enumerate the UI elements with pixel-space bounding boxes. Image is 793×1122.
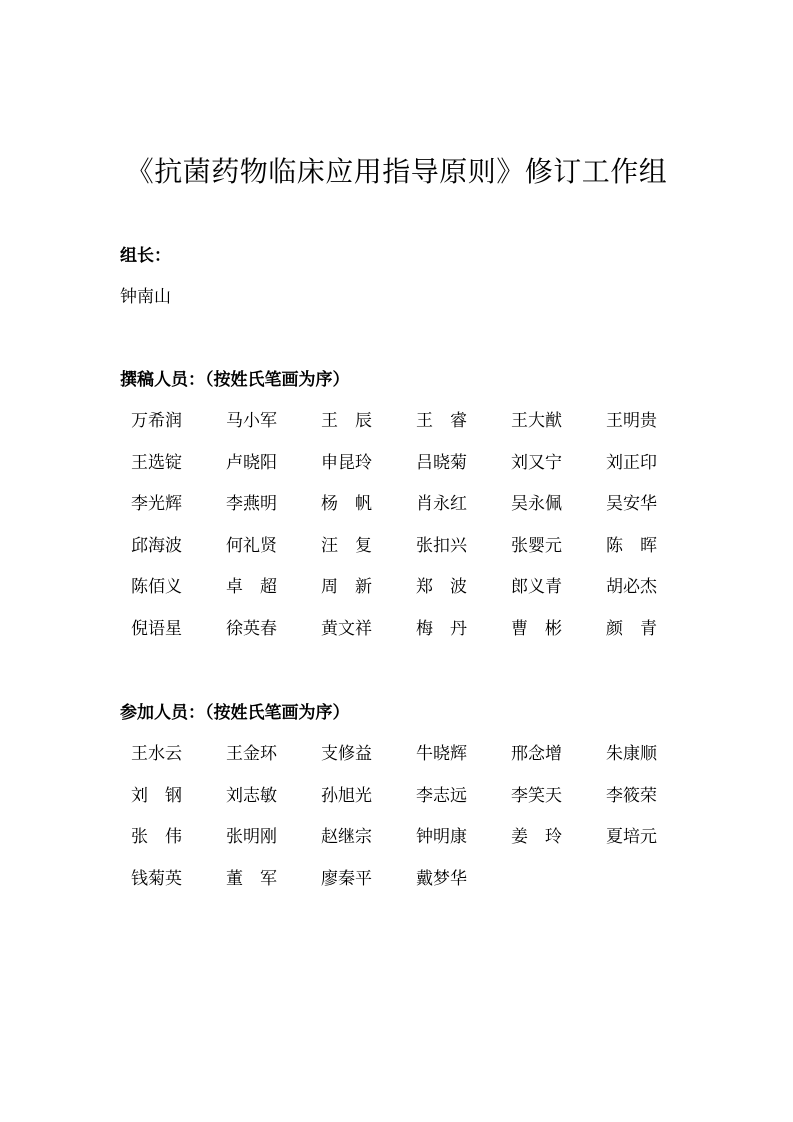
person-name: 张扣兴 <box>416 535 467 556</box>
person-name: 李燕明 <box>226 494 277 515</box>
person-name: 赵继宗 <box>321 827 372 848</box>
person-name: 钟明康 <box>416 827 467 848</box>
person-name: 张婴元 <box>511 535 562 556</box>
person-name: 李笑天 <box>511 785 562 806</box>
person-name: 郎义青 <box>511 577 562 598</box>
person-name: 吴永佩 <box>511 494 562 515</box>
person-name: 倪语星 <box>131 618 182 639</box>
person-name: 吕晓菊 <box>416 452 467 473</box>
leader-heading: 组长： <box>120 246 171 266</box>
person-name: 王大猷 <box>511 411 562 431</box>
person-name: 钱菊英 <box>131 868 182 889</box>
person-name: 邱海波 <box>131 535 182 556</box>
person-name: 牛晓辉 <box>416 744 467 764</box>
person-name: 王 睿 <box>416 411 467 431</box>
person-name: 肖永红 <box>416 494 467 515</box>
person-name: 董 军 <box>226 868 277 889</box>
person-name: 曹 彬 <box>511 618 562 639</box>
person-name: 张明刚 <box>226 827 277 848</box>
person-name: 孙旭光 <box>321 785 372 806</box>
page-title: 《抗菌药物临床应用指导原则》修订工作组 <box>125 155 668 188</box>
person-name: 李筱荣 <box>606 785 657 806</box>
person-name: 刘又宁 <box>511 452 562 473</box>
person-name: 杨 帆 <box>321 494 372 515</box>
person-name: 王金环 <box>226 744 277 764</box>
person-name: 陈 晖 <box>606 535 657 556</box>
person-name: 马小军 <box>226 411 277 431</box>
person-name: 郑 波 <box>416 577 467 598</box>
person-name: 梅 丹 <box>416 618 467 639</box>
person-name: 卓 超 <box>226 577 277 598</box>
person-name: 李光辉 <box>131 494 182 515</box>
person-name: 夏培元 <box>606 827 657 848</box>
person-name: 申昆玲 <box>321 452 372 473</box>
person-name: 王 辰 <box>321 411 372 431</box>
person-name: 陈佰义 <box>131 577 182 598</box>
person-name: 周 新 <box>321 577 372 598</box>
person-name: 刘正印 <box>606 452 657 473</box>
person-name: 王明贵 <box>606 411 657 431</box>
person-name: 廖秦平 <box>321 868 372 889</box>
person-name: 王选锭 <box>131 452 182 473</box>
person-name: 卢晓阳 <box>226 452 277 473</box>
person-name: 戴梦华 <box>416 868 467 889</box>
person-name: 姜 玲 <box>511 827 562 848</box>
person-name: 何礼贤 <box>226 535 277 556</box>
participants-heading: 参加人员：（按姓氏笔画为序） <box>120 703 350 723</box>
writers-name-grid <box>131 409 701 659</box>
person-name: 朱康顺 <box>606 744 657 764</box>
leader-name: 钟南山 <box>120 287 171 307</box>
person-name: 黄文祥 <box>321 618 372 639</box>
person-name: 刘志敏 <box>226 785 277 806</box>
writers-heading: 撰稿人员：（按姓氏笔画为序） <box>120 370 350 390</box>
participants-name-grid <box>131 742 701 908</box>
person-name: 支修益 <box>321 744 372 764</box>
person-name: 万希润 <box>131 411 182 431</box>
person-name: 汪 复 <box>321 535 372 556</box>
person-name: 颜 青 <box>606 618 657 639</box>
person-name: 邢念增 <box>511 744 562 764</box>
person-name: 张 伟 <box>131 827 182 848</box>
person-name: 徐英春 <box>226 618 277 639</box>
person-name: 胡必杰 <box>606 577 657 598</box>
person-name: 李志远 <box>416 785 467 806</box>
person-name: 吴安华 <box>606 494 657 515</box>
person-name: 王水云 <box>131 744 182 764</box>
person-name: 刘 钢 <box>131 785 182 806</box>
